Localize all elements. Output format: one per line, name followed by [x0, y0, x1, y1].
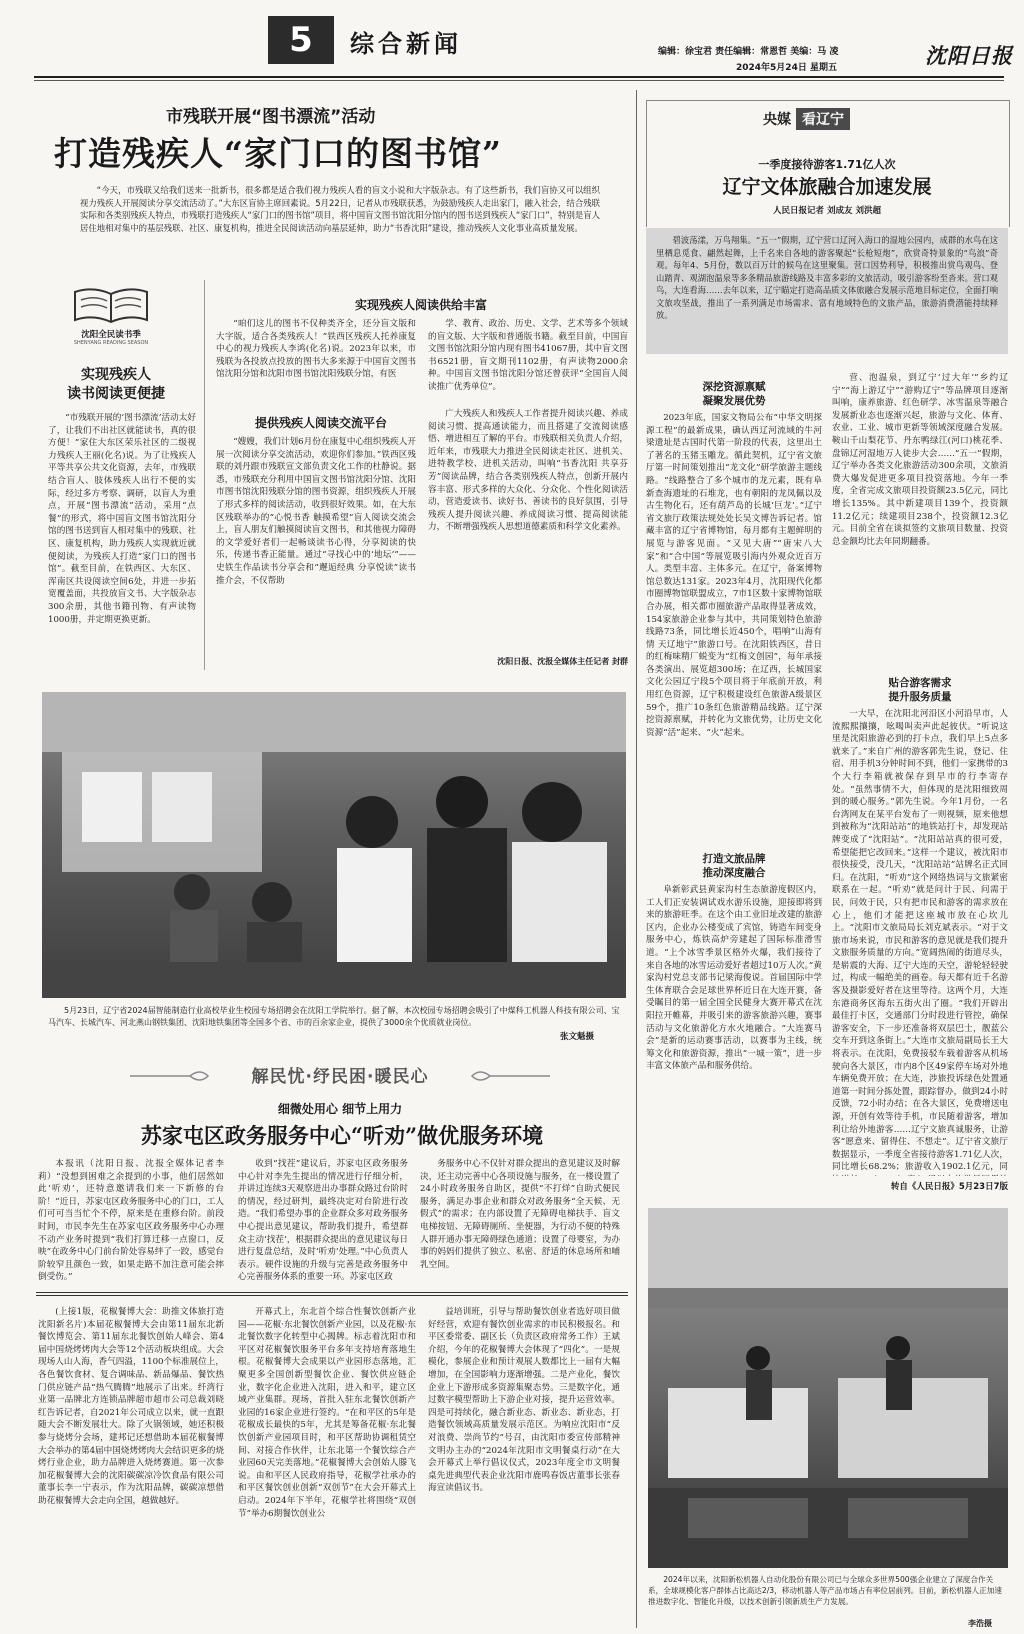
page-number: 5 [289, 20, 313, 60]
article-1-col-a: “咱们这儿的图书不仅种类齐全，还分盲文版和大字版，适合各类残疾人！”铁西区残疾人托养康复中心的视力残疾人李鸿(化名)说。2023年以来，市残联为各投放点投放的图书大多来源于中国盲文图书馆沈阳分馆和沈阳市图书馆沈阳残联分馆，有医 [216, 319, 416, 380]
section-title: 综合新闻 [350, 30, 462, 58]
page-number-badge [268, 16, 334, 64]
banner-ornament-right-icon [470, 1066, 550, 1086]
article-1-subhead-2: 提供残疾人阅读交流平台 [254, 416, 387, 430]
masthead-rule [34, 76, 1004, 78]
article-2-col-1: 本报讯（沈阳日报、沈报全媒体记者李莉）“没想到困难之余提到的小事，他们居然如此‘听劝’，还特意邀请我们来一下新修的台阶！”近日，苏家屯区政务服务中心的门口，工人们可可当当忙个不停，原来是在重修台阶。前段时间，市民李先生在苏家屯区政务服务中心办理不动产业务时提到“我们打算迁移一点窗口，反映“在政务中心门前台阶处容易绊了一跤，感觉台阶较窄且颜色一致，如果走路不加注意可能会摔倒受伤。” [38, 1159, 224, 1282]
article-1-headline: 打造残疾人“家门口的图书馆” [54, 134, 502, 173]
right-col-b-1: 营、泡温泉，到辽宁‘过大年’”乡约辽宁”“海上游辽宁”“游购辽宁”等品牌项目逐渐叫响，康养旅游、红色研学、冰雪温泉等融合发展新业态也逐渐兴起，旅游与文化、体育、农业、工业、城市更新等领域深度融合发展。鞍山千山梨花节、丹东鸭绿江(河口)桃花季、盘锦辽河湿地万人徒步大会……“五一”假期，辽宁举办各类文化旅游活动300余项，文旅消费大爆发促进更多项目投资落地。今年一季度，全省完成文旅项目投资额23.5亿元，同比增长135%。其中新建项目139个，投资额11.2亿元；续建项目238个，投资额12.3亿元。目前全省在谈拟签约文旅项目数量、投资总金额均比去年同期翻番。 [832, 373, 1008, 547]
article-1-kicker: 市残联开展“图书漂流”活动 [166, 107, 376, 127]
right-col-b-2: 一大早，在沈阳北河沿区小河沿早市，人流熙熙攘攘，吆喝叫卖声此起彼伏。“听说这里是沈阳旅游必到的打卡点，我们早上5点多就来了。”来自广州的游客郭先生说，登记、住宿、用手机3分钟时间不到，他们一家携带的3个大行李箱就被保存到早市的行李寄存处。“虽然事情不大，但体现的是沈阳细致周到的暖心服务。”郭先生说。今年1月份，一名台湾网友在某平台发布了一则视频，原来他想到被称为“沈阳站站”的地铁站打卡，却发现站牌变成了“沈阳站”。“沈阳站站真的很可爱，希望能把它改回来。”这样一个建议，被沈阳市很快接受，没几天，“沈阳站站”站牌名正式回归。在沈阳，“听劝”这个网络热词与文旅紧密联系在一起。“听劝”就是问计于民、问需于民，问效于民，只有把市民和游客的需求放在心上，他们才能把这座城市放在心坎儿上。“沈阳市文旅局局长刘克斌表示。“对于文旅市场来说，市民和游客的意见就是我们提升文旅服务质量的方向。”宽阔热闹的街道尽头，是崭震的大海、辽宁大连的天空，游轮轻轻驶过，构成一幅绝美的画卷。每天都有近千名游客及摄影爱好者在这里等待。这两个月，大连东港商务区海东五街火出了圈。“我们开辟出最佳打卡区，交通部门分时段进行管控，确保游客安全，下一步还准备将双层巴士，靓蓝公交车开到这条街上。”大连市文旅局副局长王大将表示。在沈阳，免费接驳车载着游客从机场驶向各大景区，市内8个区49家停车场对外地车辆免费开放；在大连，涉旅投诉绿色处置通道第一时间分拣处置，跟踪督办，做到24小时反馈，72小时办结；在各大景区，免费增送电源，开创有效等待手机，市民随着游客，增加利让给外地游客……辽宁文旅真诚服务，让游客“愿意来、留得住、不想走”。辽宁省文旅厅数据显示，一季度全省接待游客1.71亿人次，同比增长68.2%；旅游收入1902.1亿元，同 [832, 709, 1008, 1173]
right-col-a-1: 2023年底，国家文物局公布“中华文明探源工程”的最新成果，确认西辽河流域的牛河梁遗址是古国时代第一阶段的代表，这里出土了著名的玉猪玉雕龙。循此契机，辽宁省文旅厅第一时间策划推出“龙文化”研学旅游主题线路。“线路整合了多个城市的龙元素，既有阜新查海遗址的石堆龙，也有朝阳的龙凤佩以及古生物化石，还有葫芦岛的长城‘巨龙’。”辽宁省文旅厅政策法规处处长吴文博告诉记者。馆藏丰富的辽宁省博物馆，每月都有主题鲜明的展览与游客见面。“又见大唐”“唐宋八大家”和“合中国”等展览吸引海内外观众近百万人。类型丰富、主体多元。在辽宁，备案博物馆总数达131家。2023年4月，沈阳现代化都市圈博物馆联盟成立，7市1区数十家博物馆联合办展，相关都市圈旅游产品取得显著成效，154家旅游企业参与其中，共同策划特色旅游线路73条，同比增长近450个，唱响“山海有情 天辽地宁”旅游口号。在沈阳铁西区，昔日的红梅味精厂蜕变为“红梅文创园”，每年承接各类演出、展览超300场；在辽西，长城国家文化公园辽宁段5个项目将于年底前开放，利用红色资源，辽宁积极建设红色旅游A级景区59个，推广10条红色旅游精品线路。辽宁深挖资源禀赋，并转化为文旅优势，让历史文化资源“活”起来、“火”起来。 [646, 413, 822, 738]
robot-factory-caption: 2024年以来，沈阳新松机器人自动化股份有限公司已与全球众多世界500强企业建立了深度合作关系，全球规模化客户群体占比高达2/3，移动机器人等产品市场占有率位居前列。目前，新松机器人正加速推进数字化、智能化升级，以技术创新引领新质生产力发展。 [648, 1575, 1002, 1606]
robot-factory-illustration [648, 1208, 1008, 1568]
central-media-tag-1: 央媒 [763, 112, 791, 128]
right-article-byline: 人民日报记者 刘成友 刘洪超 [773, 206, 881, 216]
open-book-icon [71, 286, 151, 326]
right-subhead-2: 打造文旅品牌 推动深度融合 [702, 853, 766, 879]
newspaper-logo: 沈阳日报 [925, 43, 1013, 68]
issue-date: 2024年5月24日 星期五 [736, 63, 837, 73]
masthead [0, 0, 1024, 73]
article-2-headline: 苏家屯区政务服务中心“听劝”做优服务环境 [140, 1123, 544, 1148]
article-3-col-2: 开幕式上，东北首个综合性餐饮创新产业园——花椒·东北餐饮创新产业园，以及花椒·东北餐饮数字化转型中心揭牌。标志着沈阳市和平区对花椒餐饮服务平台多年支持培育落地生根。花椒餐博大会成果以产业园形态落地，汇聚更多全国创新型餐饮企业、餐饮供应链企业，数字化企业进入沈阳，进入和平，建立区域产业集群。现场，首批入驻东北餐饮创新产业园的16家企业进行签约。“在和平区的5年是花椒成长最快的5年，尤其是筹备花椒·东北餐饮创新产业园项目时，和平区帮助协调租赁空间、对接合作伙伴，让东北第一个餐饮综合产业园60天完美落地。”花椒餐博大会创始人滕飞说。由和平区人民政府指导，花椒学社承办的和平区餐饮创业创新“双创节”在大会开幕式上启动。2024年下半年，花椒学社将围绕“双创节”举办6期餐饮创业公 [238, 1307, 416, 1519]
reading-season-logo [56, 286, 166, 348]
right-column-rule [636, 90, 637, 1628]
side-column-rule [204, 280, 205, 670]
article-1-col-d: 广大残疾人和残疾人工作者提升阅读兴趣、养成阅读习惯、提高通读能力，而且搭建了交流阅读感悟、增进相互了解的平台。市残联相关负责人介绍，近年来，市残联大力推进全民阅读走社区、进机关、进特教学校、进机关活动，叫响“书香沈阳 共享芬芳”阅读品牌，结合各类别残疾人特点，创新开展内容丰富、形式多样的大众化、分众化、个性化阅读活动，营造爱读书、读好书、善读书的良好氛围，引导残疾人提升阅读兴趣、养成阅读习惯、提高阅读能力，不断增强残疾人思想道德素质和科学文化素养。 [428, 409, 628, 533]
article-2-bottom-rule-2 [36, 1295, 628, 1296]
right-subhead-3: 贴合游客需求 提升服务质量 [888, 677, 952, 703]
article-1-byline: 沈阳日报、沈报全媒体主任记者 封群 [497, 657, 628, 666]
banner-title: 解民忧·纾民困·暖民心 [251, 1067, 429, 1087]
banner-ornament [130, 1062, 550, 1090]
article-1-lead: “今天，市残联又给我们送来一批新书，很多都是适合我们视力残疾人看的盲文小说和大字版杂志。有了这些新书，我们盲协又可以组织视力残疾人开展阅读分享交流活动了。”大东区盲协主席回素说。5月22日，记者从市残联获悉，为鼓励残疾人走出家门，融入社会，结合残联实际和各类别残疾人特点，市残联打造残疾人“家门口的图书馆”项目，将中国盲文图书馆沈阳分馆内的图书送到残疾人“家门口”，特别是盲人居住地相对集中的基层残联、社区、康复机构，推进全民阅读活动向基层延伸，助力“书香沈阳”建设，推动残疾人文化事业高质量发展。 [80, 185, 600, 233]
central-media-tag-2: 看辽宁 [796, 108, 850, 130]
article-1 [36, 90, 636, 675]
right-col-a-2: 阜新彰武县黄家沟村生态旅游度假区内，工人们正安装调试戏水游乐设施，迎接即将到来的旅游旺季。在这个由工业旧址改建的旅游区内，企业办公楼变成了宾馆，铸造车间变身服务中心，炼铁高炉旁建起了国际标准滑雪道。“上个冰雪季景区格外火爆，我们接待了来自各地的冰雪运动爱好者超过10万人次。”黄家沟村党总支部书记梁海俊说。首届国际中学生体育联合会足球世界杯近日在大连开赛，备受瞩目的第一届全国全民健身大赛开幕式在沈阳拉开帷幕，并吸引来的游客旅游兴趣，赛事活动与文化旅游化方水火地融合。“大连赛马会”是新的运动赛事活动，以赛事为主线，统筹文化和旅游资源，推出“一城一策”，进一步丰富文体旅产品和服务供给。 [646, 885, 822, 1072]
banner-ornament-left-icon [130, 1066, 210, 1086]
reading-season-logo-text: 沈阳全民读书季 [81, 330, 141, 340]
job-fair-photo-credit: 张文魁摄 [560, 1032, 595, 1042]
article-1-subhead-1: 实现残疾人阅读供给丰富 [354, 298, 487, 312]
job-fair-caption: 5月23日，辽宁省2024届智能制造行业高校毕业生校园专场招聘会在沈阳工学院举行。据了解，本次校园专场招聘会吸引了中煤科工机器人科技有限公司、宝马汽车、长城汽车、河北燕山钢铁集团、沈阳地铁集团等全国多个省、市的百余家企业，提供了3000余个优质就业岗位。 [48, 1006, 620, 1027]
right-article-source: 转自《人民日报》5月23日7版 [890, 1182, 1008, 1192]
job-fair-photo [42, 692, 626, 998]
side-headline: 实现残疾人 读书阅读更便捷 [67, 367, 165, 402]
right-article-intro: 碧波荡漾，万鸟翔集。“五一”假期，辽宁营口辽河入海口的湿地公园内，成群的水鸟在这里栖息觅食、翩然起舞，上千名来自各地的游客聚起“长枪短炮”，欣赏奇特景象的“鸟浪”奇观。每年4、5月份，数以百万计的候鸟在这里聚集。营口因势利导，积极推出赏鸟观鸟、登山踏青、观湖泡温泉等多条精品旅游线路及丰富多彩的文旅活动，吸引游客纷至沓来。营口观鸟，大连看海……去年以来，辽宁瞄定打造高品质文体旅融合发展示范地目标定位，全面打响文旅攻坚战，推出了一系列满足市场需求、富有地域特色的文旅产品，旅游消费潜能持续释放。 [646, 228, 1008, 354]
central-media-tag [758, 108, 850, 130]
article-3-col-1: (上接1版，花椒餐博大会：助推文体旅打造沈阳新名片)本届花椒餐博大会由第11届东北新餐饮博览会、第11届东北餐饮创始人峰会、第4届中国烧烤烤肉大会等12个活动板块组成。大会现场人山人海，香气四溢，1100个标准展位上，各色餐饮食材、复合调味品、新品爆品、餐饮热门供应链产品“热气腾腾”地展示了出来。纤湾行业第一品牌北方连锁品牌超市超市公司总裁刘晓红告诉记者，自2021年公司成立以来，就一直跟随大会不断发展壮大。除了火锅领域，她还积极参与烧烤分会场，建邦记还想借助本届花椒餐博大会举办的第4届中国烧烤烤肉大会结识更多的烧烤行业企业，助力品牌进入烧烤赛道。第一次参加花椒餐博大会的沈阳碳碳凉冷饮食品有限公司董事长李一宁表示，作为沈阳品牌，碳碳凉想借助花椒餐博大会走向全国，越做越好。 [38, 1307, 224, 1506]
side-column-body: “市残联开展的‘图书漂流’活动太好了，让我们不出社区就能读书，真的很方便！”家住大东区荣乐社区的二级视力残疾人王丽(化名)说。为了让残疾人平等共享公共文化资源，去年，市残联结合盲人、肢体残疾人出行不便的实际，经过多方考察、调研，以盲人为重点，开展“图书漂流”活动，采用“点餐”的形式，将中国盲文图书馆沈阳分馆的图书送到盲人相对集中的残联、社区、康复机构，助力残疾人实现就近就便阅读，为残疾人打造“家门口的图书馆”。截至目前，在铁西区、大东区、浑南区共设阅读空间6处，并进一步拓宽覆盖面，共投放盲文书、大字版杂志300余册，其他书籍刊物、有声读物1000册，并定期更换更新。 [48, 413, 196, 625]
robot-factory-photo [648, 1208, 1008, 1568]
right-subhead-1: 深挖资源禀赋 凝聚发展优势 [702, 381, 766, 407]
right-article-headline: 辽宁文体旅融合加速发展 [722, 176, 932, 198]
article-2-kicker: 细微处用心 细节上用力 [277, 1102, 403, 1116]
robot-factory-photo-credit: 李浩摄 [968, 1619, 992, 1628]
reading-season-logo-sub: SHENYANG READING SEASON [73, 340, 149, 346]
article-1-col-c: “嫂嫂，我们计划6月份在康复中心组织残疾人开展一次阅读分享交流活动，欢迎你们参加。”铁西区残联的刘丹跟市残联宣文部负责文化工作的杜静说。据悉，市残联充分利用中国盲文图书馆沈阳分馆、沈阳市图书馆沈阳残联分馆的图书资源，组织残疾人开展了形式多样的阅读活动，收到很好效果。如，在大东区残联举办的“心悦书香 触摸希望”盲人阅读交流会上，盲人朋友们触摸阅读盲文图书，和其他视力障碍的文学爱好者们一起畅谈读书心得，分享阅读的快乐，传递书香正能量。通过“寻找心中的‘地坛’”——史铁生作品读书分享会和“邂逅经典 分享悦读”读书推介会，不仅帮助 [216, 437, 416, 586]
editors-line: 编辑：徐宝君 责任编辑：常恩哲 美编：马 凌 [658, 47, 839, 57]
article-2-bottom-rule [36, 1292, 628, 1293]
article-1-col-b: 学、教育、政治、历史、文学、艺术等多个领域的盲文版、大字版和普通版书籍。截至目前，中国盲文图书馆沈阳分馆内现有图书41067册，其中盲文图书6521册，盲文期刊1102册，有声读物2000余种。中国盲文图书馆沈阳分馆还曾获评“全国盲人阅读推广优秀单位”。 [428, 319, 628, 392]
masthead-rule-thin [34, 80, 1004, 81]
article-3-col-3: 益培训班，引导与帮助餐饮创业者选好项目做好经营，欢迎有餐饮创业需求的市民积极报名。和平区委常委、副区长（负责区政府常务工作）王斌介绍，今年的花椒餐博大会体现了“四化”。一是规模化，参展企业和预计观展人数都比上一届有大幅增加，在全国影响力逐渐增强。二是产业化，餐饮企业上下游形成多资源集聚态势。三是数字化，通过数字模型帮助上下游企业对接，提升运营效率。四是可持续化，融合新业态、新业态、新业态，打造餐饮领域高质量发展示范区。为响应沈阳市“反对浪费、崇尚节约”号召，由沈阳市委宣传部精神文明办主办的“2024年沈阳市文明餐桌行动”在大会开幕式上举行倡议仪式，2023年度全市文明餐桌先进典型代表企业沈阳市鹿鸣春饭店董事长张春海宣读倡议书。 [428, 1307, 620, 1494]
right-article-kicker: 一季度接待游客1.71亿人次 [758, 158, 896, 171]
article-2-col-3: 务服务中心不仅针对群众提出的意见建议及时解决，还主动完善中心各项设施与服务，在一楼设置了24小时政务服务自助区，提供“不打烊”自助式便民服务，满足办事企业和群众对政务服务“全天候、无假式”的需求；在内部设置了无障碍电梯扶手、盲文电梯按钮、无障碍厕所、坐便器，为行动不便的特殊人群开通办事无障碍绿色通道；设置了母婴室，为办事的妈妈们提供了独立、私密、舒适的休息场所和哺乳空间。 [420, 1159, 620, 1270]
job-fair-crowd-illustration [42, 692, 626, 998]
article-2-col-2: 收到“找茬”建议后，苏家屯区政务服务中心针对李先生提出的情况进行仔细分析，并讲过连续3天观察进出办事群众路过台阶时的情况，经过研判，最终决定对台阶进行改造。“我们希望办事的企业群众多对政务服务中心提出意见建议，帮助我们提升，希望群众主动‘找茬’，根据群众提出的意见建议每日进行复盘总结，及时‘听劝’处理。”中心负责人表示。硬件设施的升级与完善是政务服务中心完善服务体系的重要一环。苏家屯区政 [238, 1159, 408, 1282]
